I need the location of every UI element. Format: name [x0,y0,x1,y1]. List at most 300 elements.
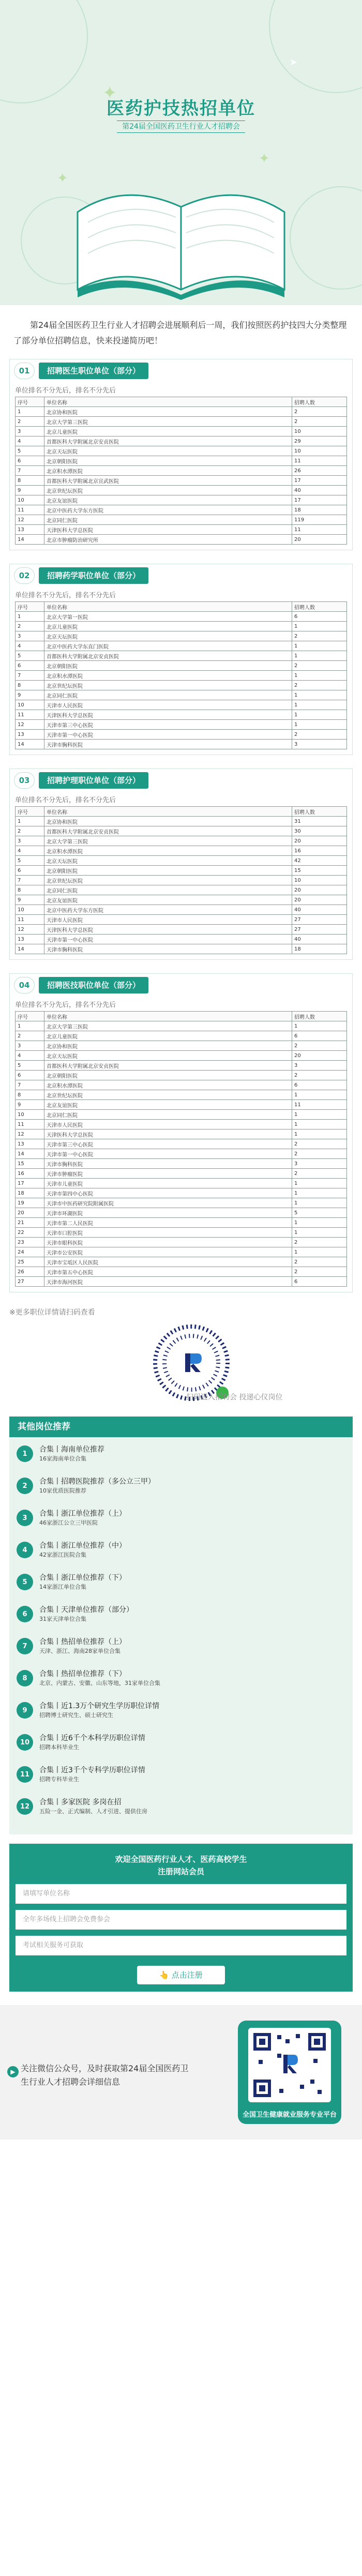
row-count: 10 [292,446,347,456]
other-post-item[interactable] [17,1637,345,1669]
table-row [16,710,347,720]
table-row [16,622,347,631]
row-unit: 北京大学第三医院 [44,836,292,846]
table-row [16,876,347,885]
row-count: 1 [292,1129,347,1139]
item-title: 合集丨多家医院 多岗在招 [39,1798,122,1806]
row-count: 1 [292,690,347,700]
row-no: 15 [16,1159,44,1169]
row-unit: 天津市口腔医院 [44,1228,292,1238]
table-row [16,495,347,505]
row-unit: 北京儿童医院 [44,427,292,436]
table-header-row [16,397,347,407]
footer-qr-card [238,2021,341,2124]
row-unit: 北京世纪坛医院 [44,876,292,885]
row-no: 10 [16,1110,44,1120]
table-row [16,661,347,671]
row-count: 2 [292,730,347,740]
other-post-item[interactable] [17,1701,345,1733]
row-unit: 北京中医药大学东方医院 [44,905,292,915]
section-number: 03 [14,772,35,789]
header-no: 序号 [16,602,44,612]
table-row [16,895,347,905]
row-no: 8 [16,885,44,895]
more-jobs-text: ※更多职位详情请扫码查看 [9,1308,95,1317]
table-row [16,905,347,915]
table-row [16,1257,347,1267]
row-no: 3 [16,427,44,436]
job-section-01 [9,359,353,550]
table-row [16,1179,347,1188]
row-unit: 北京同仁医院 [44,690,292,700]
row-count: 20 [292,895,347,905]
row-unit: 天津市第五中心医院 [44,1267,292,1277]
table-row [16,817,347,826]
row-no: 9 [16,1100,44,1110]
other-posts-list [9,1437,353,1834]
row-unit: 北京协和医院 [44,407,292,417]
row-unit: 天津市第一中心医院 [44,935,292,944]
row-count: 30 [292,826,347,836]
row-count: 42 [292,856,347,866]
row-count: 5 [292,1208,347,1218]
row-count: 17 [292,495,347,505]
table-row [16,1247,347,1257]
section-body [10,587,352,755]
section-body [10,382,352,550]
table-row [16,456,347,466]
arrow-icon: ▶ [7,2066,19,2077]
section-label: 招聘医生职位单位（部分） [39,363,148,379]
row-unit: 天津市眼科医院 [44,1238,292,1247]
row-unit: 北京积水潭医院 [44,1080,292,1090]
row-count: 1 [292,1218,347,1228]
row-count: 20 [292,1051,347,1061]
table-row [16,1129,347,1139]
section-number: 04 [14,977,35,993]
row-count: 20 [292,535,347,545]
item-desc: 14家浙江单位合集 [39,1584,86,1590]
table-row [16,1139,347,1149]
item-desc: 10家优质医院推荐 [39,1487,86,1494]
row-no: 12 [16,515,44,525]
row-unit: 天津市第一中心医院 [44,1149,292,1159]
section-header [10,974,352,997]
item-title: 合集丨近3千个专科学历职位详情 [39,1766,145,1774]
other-post-item[interactable] [17,1477,345,1509]
item-number-badge: 6 [17,1606,33,1622]
item-desc: 五险一金、正式编制、人才引进、提供住房 [39,1808,147,1815]
row-count: 40 [292,486,347,495]
row-unit: 天津医科大学总医院 [44,1129,292,1139]
section-body [10,997,352,1292]
row-count: 2 [292,417,347,427]
row-count: 2 [292,1169,347,1179]
table-row [16,1100,347,1110]
row-no: 5 [16,651,44,661]
row-unit: 北京友谊医院 [44,895,292,905]
row-no: 8 [16,1090,44,1100]
header-count: 招聘人数 [292,807,347,817]
row-unit: 北京积水潭医院 [44,846,292,856]
register-input-exam[interactable]: 考试相关服务可获取 [16,1936,346,1955]
row-count: 6 [292,1080,347,1090]
item-number-badge: 3 [17,1510,33,1526]
item-desc: 42家浙江医院合集 [39,1551,86,1558]
item-title: 合集丨浙江单位推荐（下） [39,1574,126,1582]
table-row [16,535,347,545]
row-no: 4 [16,846,44,856]
row-no: 11 [16,915,44,925]
table-row [16,651,347,661]
item-desc: 招聘本科毕业生 [39,1744,79,1751]
other-post-item[interactable] [17,1444,345,1477]
item-number-badge: 5 [17,1574,33,1590]
table-row [16,436,347,446]
row-count: 1 [292,641,347,651]
row-no: 12 [16,925,44,935]
item-number-badge: 4 [17,1542,33,1558]
other-post-item[interactable] [17,1797,345,1829]
item-title: 合集丨热招单位推荐（上） [39,1638,126,1646]
section-header [10,564,352,587]
row-unit: 北京朝阳医院 [44,1071,292,1080]
star-icon: ✦ [57,171,68,186]
row-no: 4 [16,436,44,446]
row-count: 1 [292,1179,347,1188]
row-unit: 天津市人民医院 [44,1120,292,1129]
job-section-02 [9,564,353,755]
row-unit: 天津市第二人民医院 [44,1218,292,1228]
register-panel [9,1844,353,1992]
row-no: 21 [16,1218,44,1228]
row-count: 1 [292,1247,347,1257]
item-title: 合集丨浙江单位推荐（中） [39,1542,126,1550]
row-no: 12 [16,720,44,730]
item-number-badge: 7 [17,1638,33,1654]
header-unit: 单位名称 [44,807,292,817]
table-row [16,1031,347,1041]
row-no: 13 [16,730,44,740]
header-count: 招聘人数 [292,397,347,407]
item-desc: 31家天津单位合集 [39,1616,86,1622]
table-row [16,740,347,749]
item-number-badge: 9 [17,1702,33,1719]
row-unit: 首都医科大学附属北京安贞医院 [44,1061,292,1071]
row-unit: 北京协和医院 [44,1041,292,1051]
table-row [16,1110,347,1120]
row-no: 2 [16,826,44,836]
row-unit: 天津市第一中心医院 [44,730,292,740]
row-count: 11 [292,525,347,535]
sections-container [0,359,362,1292]
row-no: 18 [16,1188,44,1198]
row-no: 17 [16,1179,44,1188]
row-count: 29 [292,436,347,446]
table-row [16,700,347,710]
table-row [16,671,347,681]
row-count: 1 [292,1120,347,1129]
row-count: 2 [292,1267,347,1277]
table-row [16,1051,347,1061]
row-no: 6 [16,456,44,466]
row-unit: 北京天坛医院 [44,631,292,641]
row-count: 119 [292,515,347,525]
row-count: 11 [292,1100,347,1110]
row-unit: 天津医科大学总医院 [44,925,292,935]
section-number: 01 [14,363,35,379]
row-unit: 北京世纪坛医院 [44,486,292,495]
footer [0,2005,362,2140]
row-no: 10 [16,495,44,505]
row-count: 27 [292,915,347,925]
row-count: 15 [292,866,347,876]
row-unit: 北京世纪坛医院 [44,1090,292,1100]
job-table [15,397,347,545]
row-unit: 北京天坛医院 [44,446,292,456]
row-count: 1 [292,1228,347,1238]
item-title: 合集丨浙江单位推荐（上） [39,1510,126,1518]
table-row [16,1277,347,1287]
section-label: 招聘药学职位单位（部分） [39,567,148,584]
other-post-item[interactable] [17,1733,345,1765]
row-count: 26 [292,466,347,476]
table-row [16,1080,347,1090]
section-header [10,359,352,382]
hero-title: 医药护技热招单位 [107,98,255,119]
table-row [16,1218,347,1228]
row-unit: 北京中医药大学东直门医院 [44,641,292,651]
section-note: 单位排名不分先后，排名不分先后 [15,796,116,804]
table-row [16,690,347,700]
qr-area [47,1321,315,1404]
row-no: 6 [16,866,44,876]
job-section-04 [9,973,353,1292]
row-count: 2 [292,407,347,417]
table-row [16,1238,347,1247]
row-count: 1 [292,651,347,661]
item-number-badge: 11 [17,1766,33,1783]
row-count: 2 [292,661,347,671]
section-body [10,792,352,959]
row-unit: 北京积水潭医院 [44,671,292,681]
row-count: 40 [292,935,347,944]
item-number-badge: 8 [17,1670,33,1686]
table-row [16,1090,347,1100]
row-unit: 天津市环湖医院 [44,1208,292,1218]
row-no: 9 [16,486,44,495]
row-count: 1 [292,1188,347,1198]
row-count: 2 [292,681,347,690]
row-no: 22 [16,1228,44,1238]
item-desc: 招聘博士研究生、硕士研究生 [39,1712,113,1719]
other-post-item[interactable] [17,1669,345,1701]
row-no: 2 [16,622,44,631]
table-row [16,944,347,954]
row-count: 17 [292,476,347,486]
row-count: 27 [292,925,347,935]
job-table [15,1011,347,1287]
row-count: 2 [292,1139,347,1149]
header-unit: 单位名称 [44,602,292,612]
item-title: 合集丨海南单位推荐 [39,1445,104,1454]
row-count: 18 [292,505,347,515]
row-unit: 北京协和医院 [44,817,292,826]
table-header-row [16,602,347,612]
row-unit: 北京儿童医院 [44,622,292,631]
row-no: 14 [16,535,44,545]
table-row [16,1267,347,1277]
row-no: 5 [16,856,44,866]
row-no: 2 [16,417,44,427]
row-unit: 天津市中医药研究院附属医院 [44,1198,292,1208]
row-unit: 天津医科大学总医院 [44,525,292,535]
table-header-row [16,807,347,817]
row-no: 3 [16,836,44,846]
table-row [16,505,347,515]
table-row [16,885,347,895]
row-count: 1 [292,700,347,710]
item-title: 合集丨热招单位推荐（下） [39,1670,126,1678]
register-title-line2: 注册网站会员 [157,1867,204,1876]
register-button[interactable]: 👆 点击注册 [137,1966,225,1984]
row-unit: 北京友谊医院 [44,1100,292,1110]
row-unit: 天津市第三中心医院 [44,720,292,730]
row-unit: 北京同仁医院 [44,885,292,895]
footer-qr-code[interactable] [248,2028,331,2102]
row-count: 20 [292,836,347,846]
row-unit: 首都医科大学附属北京安贞医院 [44,651,292,661]
job-table [15,601,347,749]
paper-plane-icon: ➤ [290,57,298,68]
other-post-item[interactable] [17,1765,345,1797]
item-title: 合集丨天津单位推荐（部分） [39,1606,133,1614]
row-no: 4 [16,1051,44,1061]
other-post-item[interactable] [17,1509,345,1541]
section-label: 招聘医技职位单位（部分） [39,977,148,993]
row-count: 2 [292,631,347,641]
item-title: 合集丨招聘医院推荐（多公立三甲） [39,1478,155,1486]
row-no: 23 [16,1238,44,1247]
table-row [16,631,347,641]
table-row [16,417,347,427]
header-unit: 单位名称 [44,1012,292,1021]
row-no: 10 [16,700,44,710]
row-unit: 首都医科大学附属北京安贞医院 [44,436,292,446]
row-unit: 北京世纪坛医院 [44,681,292,690]
row-no: 5 [16,446,44,456]
row-no: 3 [16,1041,44,1051]
row-no: 14 [16,1149,44,1159]
section-note: 单位排名不分先后，排名不分先后 [15,1001,116,1009]
row-unit: 北京中医药大学东方医院 [44,505,292,515]
table-row [16,1071,347,1080]
row-no: 11 [16,1120,44,1129]
row-unit: 天津市儿童医院 [44,1179,292,1188]
register-title-line1: 欢迎全国医药行业人才、医药高校学生 [115,1855,247,1864]
other-post-item[interactable] [17,1541,345,1573]
table-row [16,525,347,535]
table-row [16,427,347,436]
other-post-item[interactable] [17,1573,345,1605]
row-no: 1 [16,407,44,417]
table-row [16,446,347,456]
row-count: 1 [292,1198,347,1208]
row-no: 26 [16,1267,44,1277]
table-row [16,1021,347,1031]
table-row [16,407,347,417]
register-input-unit[interactable]: 请填写单位名称 [16,1884,346,1904]
table-row [16,1120,347,1129]
row-count: 3 [292,1159,347,1169]
item-desc: 招聘专科毕业生 [39,1776,79,1783]
row-no: 13 [16,935,44,944]
intro-paragraph: 第24届全国医药卫生行业人才招聘会进展顺利后一周，我们按照医药护技四大分类整理了部分单位招聘信息，快来投递简历吧！ [13,320,347,345]
row-unit: 北京同仁医院 [44,1110,292,1120]
row-no: 13 [16,1139,44,1149]
row-count: 1 [292,710,347,720]
table-row [16,1061,347,1071]
row-no: 24 [16,1247,44,1257]
star-icon: ✦ [102,83,117,103]
header-no: 序号 [16,807,44,817]
row-no: 4 [16,641,44,651]
header-count: 招聘人数 [292,1012,347,1021]
row-no: 19 [16,1198,44,1208]
row-count: 18 [292,944,347,954]
row-count: 2 [292,1238,347,1247]
table-row [16,826,347,836]
row-no: 1 [16,612,44,622]
row-unit: 天津医科大学总医院 [44,710,292,720]
header-no: 序号 [16,1012,44,1021]
row-unit: 北京天坛医院 [44,1051,292,1061]
row-unit: 北京大学第三医院 [44,417,292,427]
table-row [16,846,347,856]
row-no: 7 [16,876,44,885]
header-no: 序号 [16,397,44,407]
row-unit: 北京市肿瘤防治研究所 [44,535,292,545]
table-header-row [16,1012,347,1021]
row-unit: 天津市海河医院 [44,1277,292,1287]
table-row [16,1149,347,1159]
row-unit: 天津市第三中心医院 [44,1139,292,1149]
row-unit: 天津市胸科医院 [44,1159,292,1169]
row-no: 13 [16,525,44,535]
row-unit: 首都医科大学附属北京安贞医院 [44,826,292,836]
row-no: 3 [16,631,44,641]
item-desc: 北京、内蒙古、安徽、山东等地，31家单位合集 [39,1680,160,1686]
row-unit: 首都医科大学附属北京宣武医院 [44,476,292,486]
header-unit: 单位名称 [44,397,292,407]
row-no: 7 [16,671,44,681]
qr-hint: 扫码进入招聘会 投递心仪岗位 [186,1393,283,1402]
table-row [16,1198,347,1208]
row-no: 11 [16,710,44,720]
row-unit: 天津市宝坻区人民医院 [44,1257,292,1267]
row-unit: 北京大学第一医院 [44,612,292,622]
row-no: 6 [16,661,44,671]
other-post-item[interactable] [17,1605,345,1637]
row-unit: 北京同仁医院 [44,515,292,525]
register-input-fair[interactable]: 全年多场线上招聘会免费参会 [16,1910,346,1930]
section-note: 单位排名不分先后，排名不分先后 [15,387,116,395]
row-count: 2 [292,1071,347,1080]
row-count: 6 [292,1277,347,1287]
row-unit: 北京朝阳医院 [44,456,292,466]
section-header [10,769,352,792]
row-unit: 天津市肿瘤医院 [44,1169,292,1179]
